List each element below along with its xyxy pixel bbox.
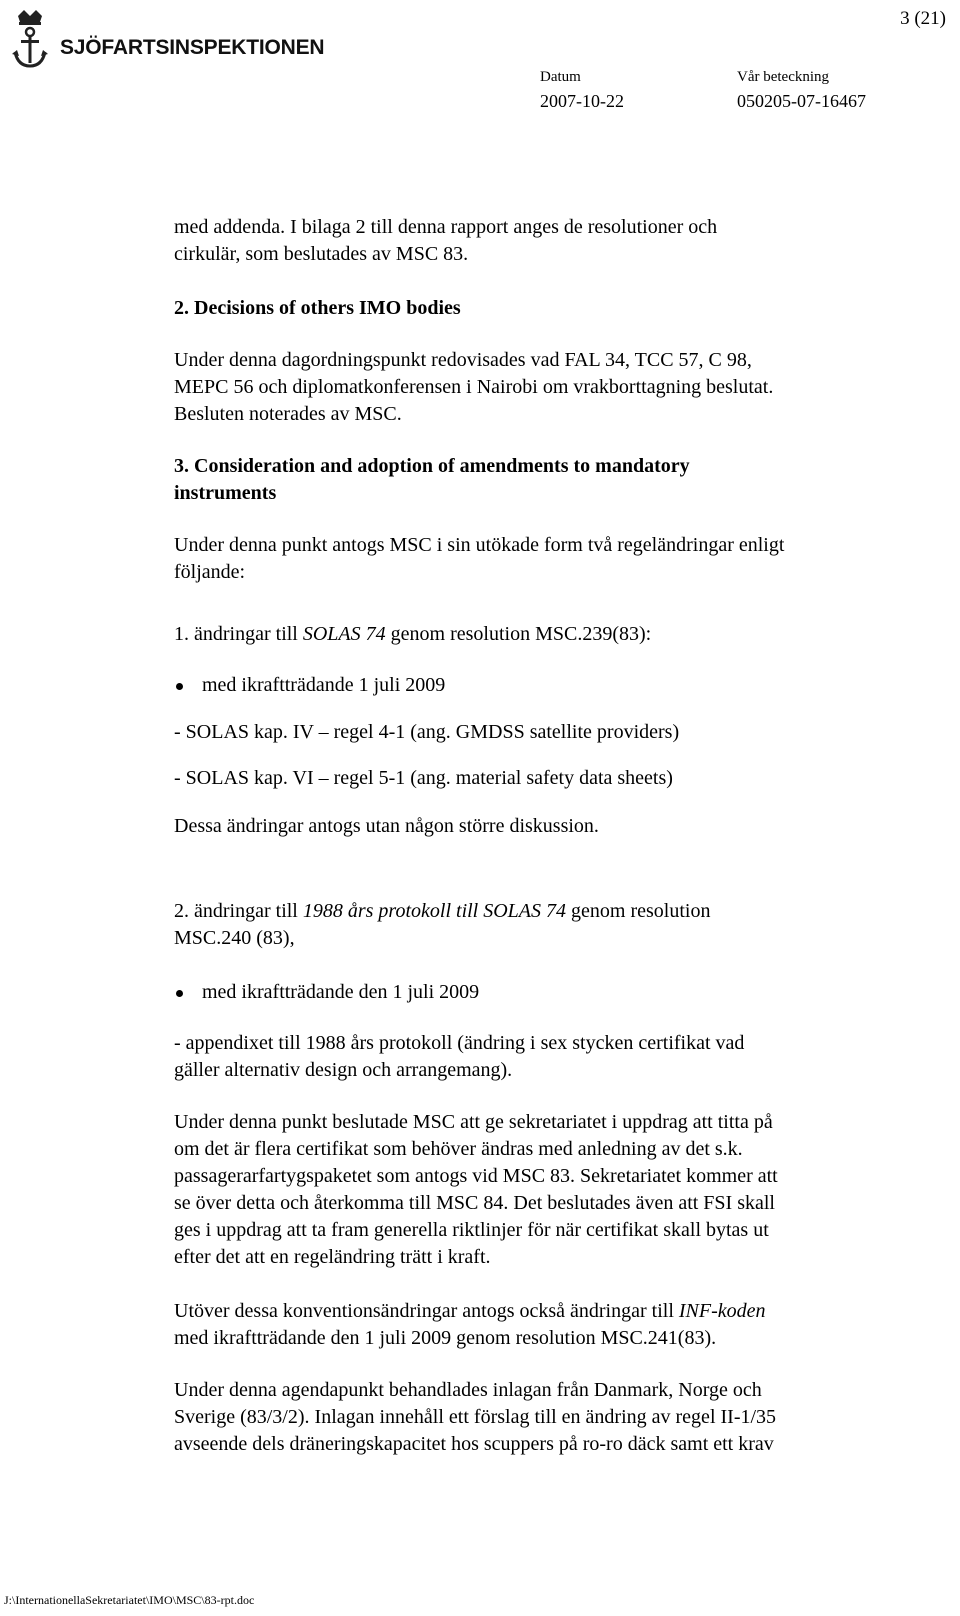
paragraph-appendix (174, 1030, 904, 1084)
amendment-item-2 (174, 898, 904, 952)
org-logo (6, 6, 325, 76)
text-line: om det är flera certifikat som behöver ändras med anledning av det s.k. (174, 1138, 743, 1160)
item-italic: 1988 års protokoll till SOLAS 74 (302, 900, 567, 922)
text-line: efter det att en regeländring trätt i kraft. (174, 1246, 491, 1268)
text-line: MSC.240 (83), (174, 927, 295, 949)
date-value: 2007-10-22 (540, 91, 624, 111)
paragraph-agenda (174, 1377, 904, 1458)
document-path: J:\InternationellaSekretariatet\IMO\MSC\83-rpt.doc (4, 1593, 255, 1607)
text-span: Utöver dessa konventionsändringar antogs också ändringar till (174, 1300, 679, 1322)
bullet-item-2: med ikraftträdande den 1 juli 2009 (202, 981, 480, 1003)
text-line: MEPC 56 och diplomatkonferensen i Nairobi om vrakborttagning beslutat. (174, 376, 774, 398)
bullet-item-1: med ikraftträdande 1 juli 2009 (202, 674, 446, 696)
text-line: Sverige (83/3/2). Inlagan innehåll ett förslag till en ändring av regel II-1/35 (174, 1406, 777, 1428)
bullet-icon (176, 990, 183, 997)
paragraph-certificates (174, 1109, 904, 1271)
paragraph-addenda (174, 214, 904, 268)
paragraph-decisions (174, 347, 904, 428)
text-line: Under denna dagordningspunkt redovisades vad FAL 34, TCC 57, C 98, (174, 349, 752, 371)
text-line: med addenda. I bilaga 2 till denna rapport anges de resolutioner och (174, 216, 718, 238)
text-line: - appendixet till 1988 års protokoll (ändring i sex stycken certifikat vad (174, 1032, 745, 1054)
text-italic: INF-koden (678, 1300, 766, 1322)
heading-line: instruments (174, 482, 277, 504)
text-line: avseende dels dräneringskapacitet hos scuppers på ro-ro däck samt ett krav (174, 1433, 774, 1455)
date-label: Datum (540, 69, 581, 85)
amendment-item-1 (174, 621, 904, 648)
item-text: 2. ändringar till (174, 900, 303, 922)
text-line: Besluten noterades av MSC. (174, 403, 402, 425)
text-line: se över detta och återkomma till MSC 84. Det beslutades även att FSI skall (174, 1192, 775, 1214)
item-text: genom resolution (566, 900, 711, 922)
text-line (174, 1298, 904, 1325)
text-line: ges i uppdrag att ta fram generella riktlinjer för när certifikat skall bytas ut (174, 1219, 769, 1241)
reference-value: 050205-07-16467 (737, 91, 866, 111)
item-text: genom resolution MSC.239(83): (385, 623, 652, 645)
section-heading-2: 2. Decisions of others IMO bodies (174, 297, 461, 319)
paragraph-discussion: Dessa ändringar antogs utan någon större diskussion. (174, 815, 599, 837)
text-line: cirkulär, som beslutades av MSC 83. (174, 243, 469, 265)
text-line: Under denna agendapunkt behandlades inlagan från Danmark, Norge och (174, 1379, 762, 1401)
page-number: 3 (21) (900, 8, 946, 29)
bullet-icon (176, 683, 183, 690)
text-line: Under denna punkt beslutade MSC att ge sekretariatet i uppdrag att titta på (174, 1111, 773, 1133)
text-line: följande: (174, 561, 246, 583)
item-text: 1. ändringar till (174, 623, 303, 645)
item-italic: SOLAS 74 (302, 623, 386, 645)
text-line: med ikraftträdande den 1 juli 2009 genom resolution MSC.241(83). (174, 1327, 717, 1349)
org-name: SJÖFARTSINSPEKTIONEN (60, 36, 325, 59)
crown-anchor-icon (8, 8, 52, 72)
text-line (174, 898, 904, 925)
paragraph-inf-code (174, 1298, 904, 1352)
heading-line: 3. Consideration and adoption of amendments to mandatory (174, 455, 690, 477)
solas-line-1: - SOLAS kap. IV – regel 4-1 (ang. GMDSS satellite providers) (174, 721, 680, 743)
text-line: passagerarfartygspaketet som antogs vid MSC 83. Sekretariatet kommer att (174, 1165, 778, 1187)
text-line: Under denna punkt antogs MSC i sin utökade form två regeländringar enligt (174, 534, 785, 556)
reference-label: Vår beteckning (737, 69, 830, 85)
solas-line-2: - SOLAS kap. VI – regel 5-1 (ang. material safety data sheets) (174, 767, 673, 789)
section-heading-3 (174, 453, 904, 507)
paragraph-amendments-intro (174, 532, 904, 586)
text-line: gäller alternativ design och arrangemang). (174, 1059, 513, 1081)
